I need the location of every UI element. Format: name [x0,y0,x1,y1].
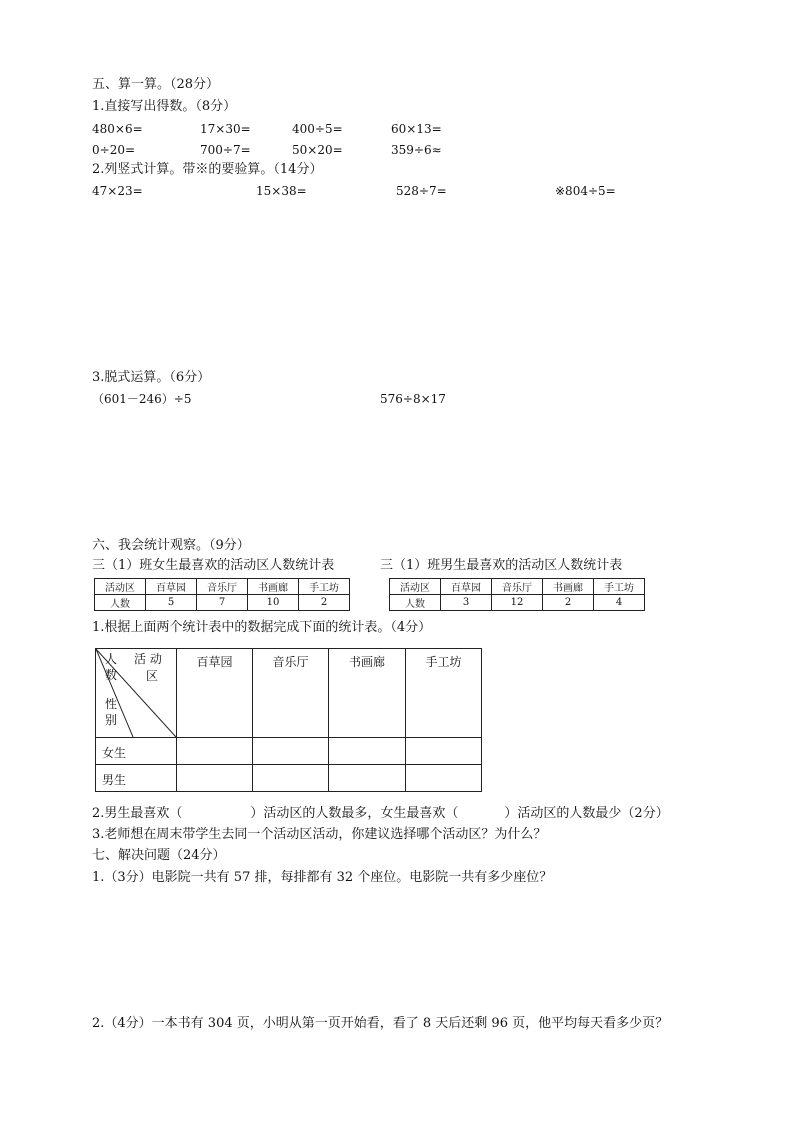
table-header-cell: 音乐厅 [197,579,248,595]
corner-label: 活 动 [134,652,162,666]
girls-stat-table [94,578,350,611]
table-header-cell: 手工坊 [594,579,645,595]
table-cell: 7 [197,595,248,611]
vertical-calc-item: 47×23= [92,184,143,198]
row-label: 男生 [96,765,177,792]
row-label: 女生 [96,738,177,765]
mental-calc-item: 359÷6≈ [391,143,442,157]
combined-stat-table [95,648,482,792]
table-cell: 10 [248,595,299,611]
stat-question-1: 1.根据上面两个统计表中的数据完成下面的统计表。（4分） [92,620,432,635]
question-text: ）活动区的人数最多，女生最喜欢（ [250,806,459,821]
table-cell: 3 [441,595,492,611]
table-header-cell: 活动区 [390,579,441,595]
table-header-cell: 活动区 [95,579,146,595]
mental-calc-item: 700÷7= [200,143,251,157]
table-header-cell: 手工坊 [299,579,350,595]
girls-table-caption: 三（1）班女生最喜欢的活动区人数统计表 [92,558,335,573]
table-header-cell: 百草园 [441,579,492,595]
step-calc-item: 576÷8×17 [380,392,446,406]
column-header: 书画廊 [329,649,406,738]
diagonal-header-cell [96,649,177,738]
answer-cell[interactable] [253,765,329,792]
step-calc-item: （601－246）÷5 [92,392,192,406]
vertical-calc-item: ※804÷5= [555,184,616,198]
table-cell: 2 [299,595,350,611]
mental-calc-item: 0÷20= [92,143,136,157]
boys-table-caption: 三（1）班男生最喜欢的活动区人数统计表 [380,558,623,573]
corner-label: 人 [105,652,118,666]
answer-cell[interactable] [406,738,482,765]
part-1-title: 1.直接写出得数。（8分） [92,99,237,114]
answer-cell[interactable] [253,738,329,765]
mental-calc-item: 60×13= [391,122,442,136]
stat-question-2 [92,806,669,822]
stat-question-3: 3.老师想在周末带学生去同一个活动区活动，你建议选择哪个活动区？为什么？ [92,827,547,842]
answer-cell[interactable] [329,738,406,765]
column-header: 手工坊 [406,649,482,738]
table-header-cell: 音乐厅 [492,579,543,595]
vertical-calc-item: 15×38= [256,184,307,198]
part-3-title: 3.脱式运算。（6分） [92,370,211,385]
table-header-cell: 书画廊 [248,579,299,595]
question-text: 2.男生最喜欢（ [92,806,183,821]
part-2-title: 2.列竖式计算。带※的要验算。（14分） [92,162,323,177]
problem-1: 1.（3分）电影院一共有 57 排，每排都有 32 个座位。电影院一共有多少座位？ [92,870,553,885]
corner-label: 性 [105,697,118,711]
answer-cell[interactable] [406,765,482,792]
table-cell: 人数 [390,595,441,611]
table-header-cell: 百草园 [146,579,197,595]
mental-calc-item: 50×20= [292,143,343,157]
column-header: 百草园 [177,649,253,738]
table-header-cell: 书画廊 [543,579,594,595]
mental-calc-item: 480×6= [92,122,143,136]
answer-cell[interactable] [329,765,406,792]
mental-calc-item: 17×30= [200,122,251,136]
corner-label: 数 [105,668,118,682]
table-cell: 人数 [95,595,146,611]
corner-label: 区 [146,669,159,683]
answer-cell[interactable] [177,765,253,792]
answer-cell[interactable] [177,738,253,765]
table-cell: 5 [146,595,197,611]
boys-stat-table [389,578,645,611]
problem-2: 2.（4分）一本书有 304 页，小明从第一页开始看，看了 8 天后还剩 96 页，他平均每天看多少页？ [92,1016,669,1031]
column-header: 音乐厅 [253,649,329,738]
corner-label: 别 [105,713,118,727]
table-cell: 4 [594,595,645,611]
question-text: ）活动区的人数最少（2分） [504,806,669,821]
table-cell: 2 [543,595,594,611]
section-6-title: 六、我会统计观察。（9分） [92,538,250,553]
section-7-title: 七、解决问题（24分） [92,848,226,863]
mental-calc-item: 400÷5= [292,122,343,136]
vertical-calc-item: 528÷7= [396,184,447,198]
table-cell: 12 [492,595,543,611]
section-5-title: 五、算一算。（28分） [92,77,220,92]
